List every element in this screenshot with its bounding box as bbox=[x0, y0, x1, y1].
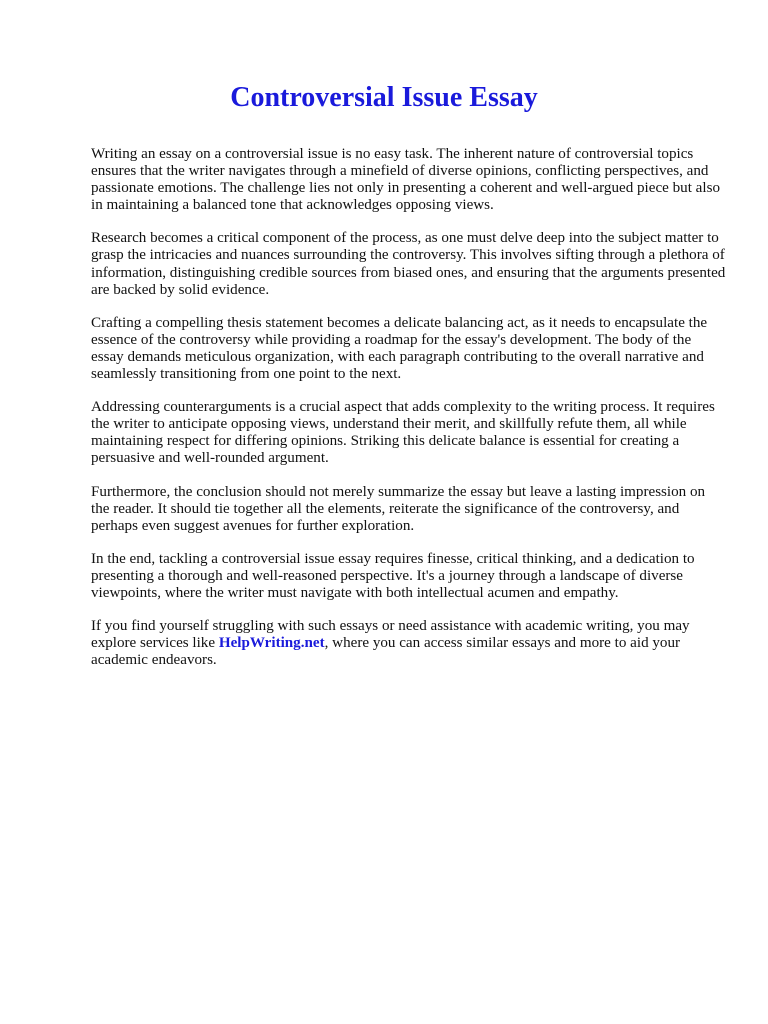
document-body bbox=[91, 146, 727, 685]
paragraph-thesis: Crafting a compelling thesis statement becomes a delicate balancing act, as it needs to encapsulate the essence of the controversy while providing a roadmap for the essay's development. The body of the essay demands meticulous organization, with each paragraph contributing to the overall narrative and seamlessly transitioning from one point to the next. bbox=[91, 314, 708, 383]
paragraph-counterarguments: Addressing counterarguments is a crucial aspect that adds complexity to the writing process. It requires the writer to anticipate opposing views, understand their merit, and skillfully refute them, all while maintaining respect for differing opinions. Striking this delicate balance is essential for creating a persuasive and well-rounded argument. bbox=[91, 399, 715, 467]
paragraph-research: Research becomes a critical component of the process, as one must delve deep into the subject matter to grasp the intricacies and nuances surrounding the controversy. This involves sifting through a plethora of information, distinguishing credible sources from biased ones, and ensuring that the arguments presented are backed by solid evidence. bbox=[91, 230, 726, 298]
paragraph-closing bbox=[91, 618, 727, 669]
paragraph-intro: Writing an essay on a controversial issue is no easy task. The inherent nature of controversial topics ensures that the writer navigates through a minefield of diverse opinions, conflicting perspectives, and passionate emotions. The challenge lies not only in presenting a coherent and well-argued piece but also in maintaining a balanced tone that acknowledges opposing views. bbox=[91, 146, 720, 214]
closing-text-after-link: , where you can access similar essays and more to aid your academic endeavors. bbox=[91, 635, 681, 669]
page-title: Controversial Issue Essay bbox=[230, 82, 538, 113]
helpwriting-link[interactable]: HelpWriting.net bbox=[218, 635, 325, 652]
paragraph-conclusion: Furthermore, the conclusion should not merely summarize the essay but leave a lasting impression on the reader. It should tie together all the elements, reiterate the significance of the controversy, and perhaps even suggest avenues for further exploration. bbox=[91, 483, 706, 534]
paragraph-summary: In the end, tackling a controversial issue essay requires finesse, critical thinking, and a dedication to presenting a thorough and well-reasoned perspective. It's a journey through a landscape of diverse viewpoints, where the writer must navigate with both intellectual acumen and empathy. bbox=[91, 550, 695, 601]
closing-text-before-link: If you find yourself struggling with such essays or need assistance with academic writing, you may explore services like bbox=[91, 618, 690, 652]
